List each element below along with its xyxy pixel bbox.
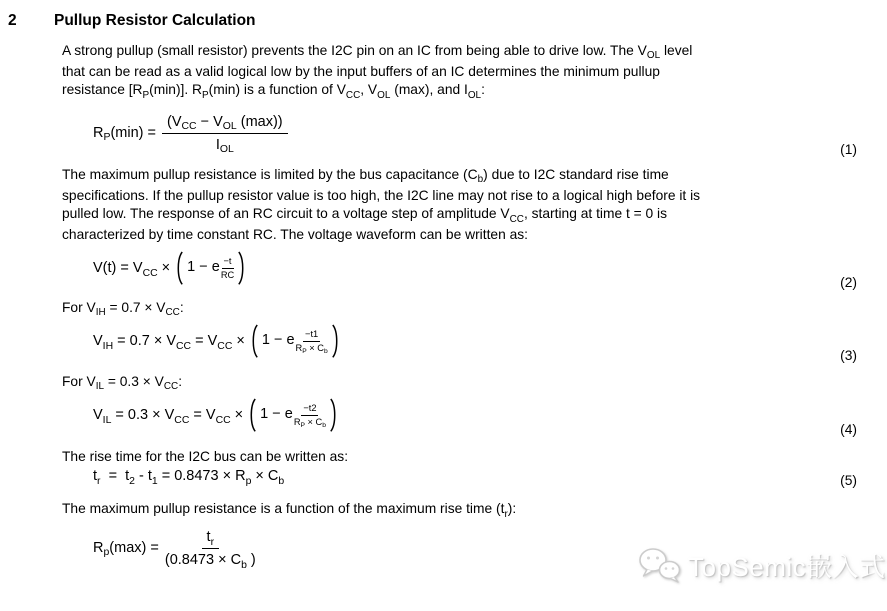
subscript: CC: [181, 121, 197, 133]
paragraph-line: pulled low. The response of an RC circuit to a voltage step of amplitude $V_{CC}$, starting at time t = 0 is: [62, 206, 667, 225]
paren-group: [175, 250, 246, 286]
denominator: $I_{OL}$: [215, 136, 234, 156]
equation-vih: [0, 323, 887, 363]
subscript: p: [245, 475, 252, 487]
subscript: CC: [165, 307, 180, 319]
equation: $V_{IH} = 0.7 \times V_{CC} = V_{CC}$ × 1 − e $\frac{-t1}{R_P \times C_b}$: [93, 323, 341, 359]
fraction: [162, 112, 288, 154]
fraction: [165, 527, 256, 569]
paragraph-line: For $V_{IH} = 0.7 \times V_{CC}$:: [62, 299, 184, 319]
section-title: Pullup Resistor Calculation: [54, 12, 256, 29]
section-number: 2: [8, 12, 17, 29]
subscript: P: [202, 89, 209, 101]
subscript: CC: [215, 414, 231, 426]
subscript: b: [323, 348, 328, 356]
equation-rp-min: [0, 112, 887, 158]
max-pullup-lead-in: [62, 500, 837, 521]
left-paren: [248, 398, 257, 432]
subscript: OL: [222, 121, 237, 133]
subscript: r: [210, 536, 215, 548]
subscript: CC: [163, 381, 179, 393]
subscript: CC: [345, 89, 361, 101]
equation: $R_p(\max)$ = $\frac{t_r}{(0.8473 \times C_b )}$: [93, 528, 256, 571]
subscript: b: [322, 422, 326, 430]
subscript: P: [142, 89, 150, 101]
subscript: b: [278, 475, 285, 487]
equation-rp-max: [0, 527, 887, 569]
numerator: −t1: [303, 329, 320, 342]
subscript: CC: [174, 414, 190, 426]
subscript: CC: [142, 267, 158, 279]
denominator: RC: [220, 270, 235, 281]
subscript: CC: [176, 340, 192, 352]
fraction: [295, 329, 328, 356]
subscript: OL: [646, 50, 661, 62]
section-heading: [0, 11, 887, 30]
right-paren: [237, 251, 246, 285]
subscript: OL: [377, 89, 391, 101]
left-paren: [250, 324, 259, 358]
exponent: [221, 256, 234, 280]
exponent: [295, 329, 328, 356]
denominator: $R_P \times C_b$: [293, 416, 326, 430]
numerator: $t_r$: [202, 527, 220, 549]
subscript: b: [241, 559, 247, 571]
equation: $V_{IL} = 0.3 \times V_{CC} = V_{CC}$ × 1 − e $\frac{-t2}{R_P \times C_b}$: [93, 397, 339, 433]
subscript: 2: [129, 475, 135, 487]
left-paren: [175, 251, 184, 285]
paragraph-line: resistance $[R_P(\min)]$. $R_P(\min)$ is a function of $V_{CC}$, $V_{OL}$ (max), and $I_{OL}$:: [62, 82, 485, 101]
subscript: IH: [95, 307, 106, 319]
equation-vt: [0, 250, 887, 290]
equation-number: (5): [840, 473, 857, 489]
subscript: r: [97, 475, 101, 487]
paragraph-line: specifications. If the pullup resistor value is too high, the I2C line may not rise to a logical high before it is: [62, 187, 701, 203]
rise-time-lead-in: [62, 448, 837, 467]
paren-content: 1 − e $\frac{-t}{RC}$: [187, 256, 235, 281]
paragraph-line: The maximum pullup resistance is limited by the bus capacitance $(C_b)$ due to I2C standard rise time: [62, 167, 669, 186]
subscript: IH: [102, 340, 114, 352]
paragraph-line: characterized by time constant RC. The voltage waveform can be written as:: [62, 226, 528, 242]
paragraph-line: that can be read as a valid logical low by the input buffers of an IC determines the minimum pullup: [62, 63, 660, 79]
bus-capacitance-paragraph: [62, 166, 837, 244]
subscript: P: [300, 422, 305, 430]
paragraph-line: The rise time for the I2C bus can be written as:: [62, 448, 349, 464]
right-paren: [329, 398, 338, 432]
paren-content: 1 − e $\frac{-t1}{R_P \times C_b}$: [261, 329, 328, 356]
equation-number: (2): [840, 274, 857, 290]
subscript: CC: [509, 213, 524, 225]
paragraph-line: A strong pullup (small resistor) prevents the I2C pin on an IC from being able to drive low. The $V_{OL}$ level: [62, 43, 693, 62]
equation: $V(t) = V_{CC}$ × 1 − e $\frac{-t}{RC}$: [93, 250, 247, 286]
fraction: [221, 256, 234, 280]
right-paren: [331, 324, 340, 358]
subscript: r: [504, 508, 508, 520]
subscript: OL: [467, 89, 482, 101]
equation-number: (3): [840, 347, 857, 363]
subscript: IL: [95, 381, 105, 393]
paren-content: 1 − e $\frac{-t2}{R_P \times C_b}$: [260, 403, 326, 430]
paragraph-line: For $V_{IL} = 0.3 \times V_{CC}$:: [62, 373, 183, 393]
equation-number: (1): [840, 142, 857, 158]
vih-lead-in: [62, 299, 837, 320]
denominator: ($0.8473 \times C_b$ ): [164, 552, 256, 571]
numerator: ($V_{CC} - V_{OL}$ (max)): [162, 112, 288, 134]
document-body: [0, 11, 887, 569]
equation: $t_r = t_2 - t_1 = 0.8473 \times R_p \times C_b$: [93, 468, 285, 487]
numerator: −t: [222, 256, 234, 269]
paren-group: [248, 397, 338, 433]
subscript: p: [103, 547, 110, 559]
intro-paragraph: [62, 42, 837, 102]
watermark-text: TopSemic嵌入式: [688, 551, 886, 582]
subscript: IL: [102, 414, 112, 426]
equation-number: (4): [840, 421, 857, 437]
equation-rise-time: [0, 467, 887, 489]
subscript: b: [477, 174, 484, 186]
numerator: −t2: [301, 403, 318, 416]
subscript: P: [103, 132, 111, 144]
equation: $R_P(\min)$ = $\frac{(V_{CC} - V_{OL} (\max))}{I_{OL}}$: [93, 112, 290, 154]
subscript: OL: [219, 144, 234, 156]
denominator: $R_P \times C_b$: [295, 343, 328, 356]
equation-vil: [0, 397, 887, 437]
paragraph-line: The maximum pullup resistance is a function of the maximum rise time $(t_r)$:: [62, 501, 517, 520]
subscript: P: [302, 348, 307, 356]
subscript: CC: [217, 340, 233, 352]
vil-lead-in: [62, 373, 837, 394]
paren-group: [250, 323, 340, 359]
subscript: 1: [151, 475, 158, 487]
